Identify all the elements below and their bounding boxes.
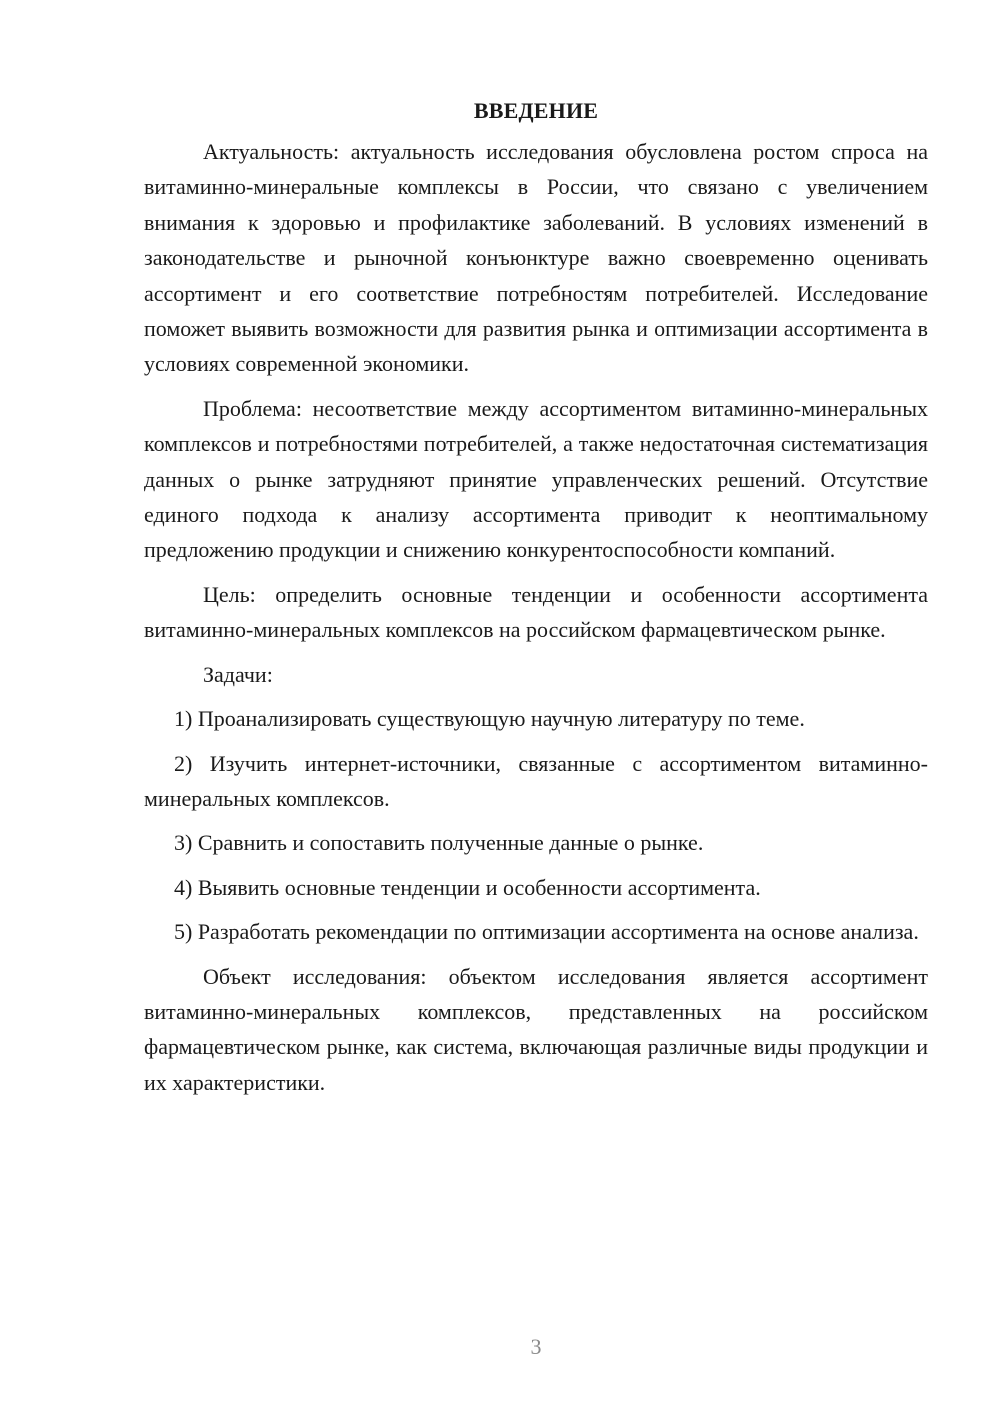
tasks-label: Задачи: [203, 661, 273, 687]
task-item-5: 5) Разработать рекомендации по оптимизации ассортимента на основе анализа. [174, 919, 919, 945]
task-item-3: 3) Сравнить и сопоставить полученные данные о рынке. [174, 830, 704, 856]
paragraph-object: Объект исследования: объектом исследования является ассортимент витаминно-минеральных комплексов, представленных на российском фармацевтическом рынке, как система, включающая различные виды продукции и их характеристики. [144, 963, 928, 1095]
page-content [144, 94, 928, 1109]
page-number: 3 [530, 1334, 542, 1359]
task-item-2: 2) Изучить интернет-источники, связанные с ассортиментом витаминно-минеральных комплексов. [144, 750, 928, 811]
paragraph-goal: Цель: определить основные тенденции и особенности ассортимента витаминно-минеральных комплексов на российском фармацевтическом рынке. [144, 581, 928, 643]
section-heading: ВВЕДЕНИЕ [473, 98, 599, 123]
task-item-1: 1) Проанализировать существующую научную литературу по теме. [174, 706, 805, 732]
task-item-4: 4) Выявить основные тенденции и особенности ассортимента. [174, 874, 761, 900]
paragraph-problem: Проблема: несоответствие между ассортиментом витаминно-минеральных комплексов и потребностями потребителей, а также недостаточная систематизация данных о рынке затрудняют принятие управленческих решений. Отсутствие единого подхода к анализу ассортимента приводит к неоптимальному предложению продукции и снижению конкурентоспособности компаний. [144, 395, 928, 563]
paragraph-relevance: Актуальность: актуальность исследования обусловлена ростом спроса на витаминно-минеральные комплексы в России, что связано с увеличением внимания к здоровью и профилактике заболеваний. В условиях изменений в законодательстве и рыночной конъюнктуре важно своевременно оценивать ассортимент и его соответствие потребностям потребителей. Исследование поможет выявить возможности для развития рынка и оптимизации ассортимента в условиях современной экономики. [144, 139, 928, 377]
